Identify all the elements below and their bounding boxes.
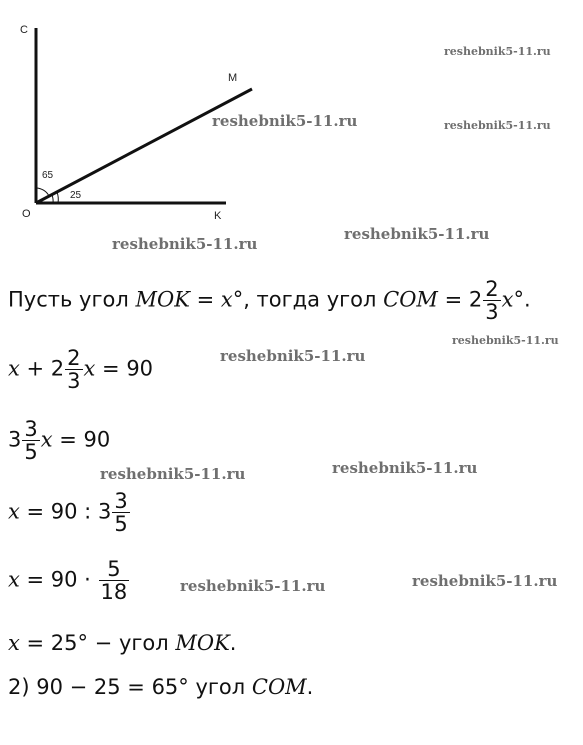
text: = 90 (95, 356, 154, 381)
denominator: 3 (67, 369, 81, 394)
variable: x (40, 427, 53, 452)
variable: x (8, 567, 20, 592)
angle-name: MOK (175, 631, 230, 655)
text: = 2 (437, 287, 483, 312)
solution-line-1 (8, 278, 531, 323)
numerator: 2 (67, 346, 81, 370)
solution-line-7 (8, 677, 313, 698)
text: . (306, 675, 314, 699)
numerator: 5 (99, 558, 130, 581)
angle-com-value: 65 (42, 170, 54, 181)
solution-line-3 (8, 418, 110, 463)
text: = (189, 287, 221, 312)
text: . (229, 631, 237, 655)
watermark: reshebnik5-11.ru (180, 577, 326, 595)
watermark: reshebnik5-11.ru (452, 334, 559, 347)
text: Пусть угол (8, 287, 136, 312)
text: = 90 : 3 (19, 499, 112, 524)
label-k: K (214, 210, 222, 222)
variable: x (501, 287, 514, 312)
fraction (22, 418, 39, 463)
fraction (65, 347, 82, 392)
text: 2) 90 − 25 = 65° угол (8, 675, 252, 699)
numerator: 3 (24, 417, 38, 441)
angle-name: MOK (135, 287, 190, 312)
variable: x (220, 287, 233, 312)
label-m: M (228, 72, 238, 84)
fraction (483, 278, 500, 323)
text: 3 (8, 427, 22, 452)
solution-line-4 (8, 490, 131, 535)
watermark: reshebnik5-11.ru (332, 459, 478, 477)
denominator: 3 (485, 300, 499, 325)
solution-line-2 (8, 347, 153, 392)
denominator: 5 (114, 512, 128, 537)
watermark: reshebnik5-11.ru (112, 235, 258, 253)
watermark: reshebnik5-11.ru (412, 572, 558, 590)
watermark: reshebnik5-11.ru (444, 45, 551, 58)
denominator: 18 (100, 580, 128, 605)
text: °. (513, 287, 531, 312)
solution-line-6 (8, 633, 236, 654)
angle-name: COM (383, 287, 438, 312)
numerator: 3 (114, 489, 128, 513)
watermark: reshebnik5-11.ru (212, 112, 358, 130)
angle-arc-mok-2 (57, 192, 58, 203)
angle-mok-value: 25 (70, 190, 82, 201)
text: = 90 · (19, 567, 98, 592)
variable: x (8, 356, 20, 381)
label-o: O (22, 208, 31, 220)
denominator: 5 (24, 440, 38, 465)
fraction (112, 490, 129, 535)
variable: x (8, 499, 20, 524)
fraction (99, 558, 130, 603)
variable: x (83, 356, 96, 381)
angle-arc-com (36, 188, 49, 196)
text: + 2 (19, 356, 65, 381)
text: ° (232, 287, 244, 312)
watermark: reshebnik5-11.ru (344, 225, 490, 243)
text: = 25° − угол (19, 631, 176, 655)
ray-om (36, 89, 252, 203)
watermark: reshebnik5-11.ru (220, 347, 366, 365)
watermark: reshebnik5-11.ru (444, 119, 551, 132)
variable: x (8, 631, 20, 655)
label-c: C (20, 24, 28, 36)
text: , тогда угол (243, 287, 384, 312)
solution-line-5 (8, 558, 130, 603)
watermark: reshebnik5-11.ru (100, 465, 246, 483)
angle-name: COM (251, 675, 307, 699)
text: = 90 (52, 427, 111, 452)
numerator: 2 (485, 277, 499, 301)
